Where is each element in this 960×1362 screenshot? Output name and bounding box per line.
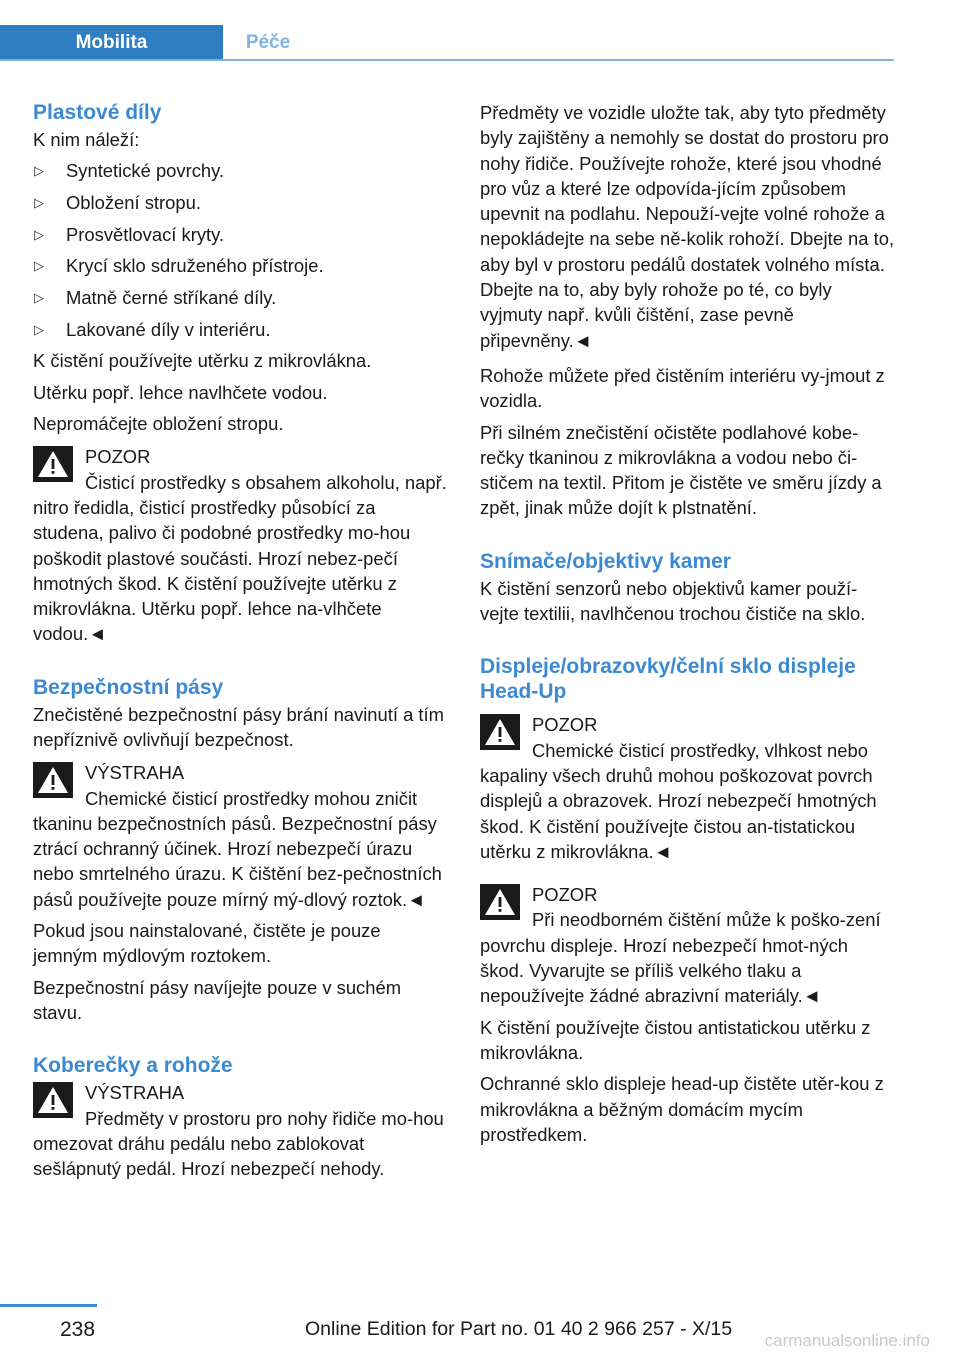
watermark: carmanualsonline.info [764, 1331, 930, 1350]
list-item-text: Obložení stropu. [66, 191, 201, 213]
tab-mobilita[interactable]: Mobilita [0, 25, 223, 59]
heading-bezpecnostni-pasy: Bezpečnostní pásy [33, 675, 224, 699]
warning-notice [480, 882, 895, 1008]
paragraph: K čistění používejte utěrku z mikrovlákna. [33, 350, 372, 372]
paragraph: K čistění používejte čistou antistatickou utěrku z mikrovlákna. [480, 1016, 871, 1063]
list-item [33, 158, 448, 183]
warning-notice [33, 444, 448, 646]
warning-text: Chemické čisticí prostředky, vlhkost nebo kapaliny všech druhů mohou poškozovat povrch displejů a obrazovek. Hrozí nebezpečí hmotných škod. K čistění používejte čistou an-tistatickou utěrku z mikrovlákna.◄ [480, 739, 877, 862]
paragraph: Ochranné sklo displeje head-up čistěte utěr-kou z mikrovlákna a běžným domácím mycím prostředkem. [480, 1073, 884, 1145]
paragraph: Utěrku popř. lehce navlhčete vodou. [33, 381, 328, 403]
heading-displeje: Displeje/obrazovky/čelní sklo displeje Head-Up [480, 655, 856, 704]
warning-text: Chemické čisticí prostředky mohou zničit tkaninu bezpečnostních pásů. Bezpečnostní pásy ztrácí ochranný účinek. Hrozí nebezpečí úrazu nebo smrtelného úrazu. K čištění bez-pečnostních pásů používejte pouze mírný mý-dlový roztok.◄ [33, 787, 442, 910]
bullet-triangle-icon: ▷ [34, 194, 44, 210]
edition-info: Online Edition for Part no. 01 40 2 966 257 - X/15 [305, 1318, 733, 1340]
bullet-triangle-icon: ▷ [34, 163, 44, 179]
section-tabs [0, 25, 894, 62]
paragraph: K čistění senzorů nebo objektivů kamer použí-vejte textilii, navlhčenou trochou čističe na sklo. [480, 577, 866, 625]
bullet-triangle-icon: ▷ [34, 226, 44, 242]
list-item-text: Lakované díly v interiéru. [66, 318, 271, 340]
warning-triangle-icon [33, 762, 73, 798]
warning-title: VÝSTRAHA [85, 762, 185, 784]
paragraph: K nim náleží: [33, 129, 140, 150]
bullet-list [33, 158, 448, 342]
warning-text: Předměty v prostoru pro nohy řidiče mo-hou omezovat dráhu pedálu nebo zablokovat sešlápnutý pedál. Hrozí nebezpečí nehody. [33, 1107, 444, 1180]
warning-text: Při neodborném čištění může k poško-zení povrchu displeje. Hrozí nebezpečí hmot-ných škod. Vyvarujte se příliš velkého tlaku a nepoužívejte žádné abrazivní materiály.◄ [480, 909, 881, 1007]
warning-notice [33, 760, 448, 912]
footer-accent-line [0, 1304, 97, 1307]
heading-koberecky-a-rohoze: Koberečky a rohože [33, 1054, 233, 1078]
bullet-triangle-icon: ▷ [34, 290, 44, 306]
warning-triangle-icon [33, 446, 73, 482]
paragraph: Nepromáčejte obložení stropu. [33, 413, 284, 435]
warning-title: POZOR [532, 714, 598, 736]
list-item [33, 253, 448, 278]
list-item-text: Krycí sklo sdruženého přístroje. [66, 255, 324, 277]
bullet-triangle-icon: ▷ [34, 258, 44, 274]
tab-pece[interactable]: Péče [245, 32, 291, 53]
paragraph: Znečistěné bezpečnostní pásy brání navinutí a tím nepříznivě ovlivňují bezpečnost. [33, 703, 444, 750]
paragraph: Pokud jsou nainstalované, čistěte je pouze jemným mýdlovým roztokem. [33, 920, 381, 967]
list-item [33, 222, 448, 247]
bullet-triangle-icon: ▷ [34, 321, 44, 337]
list-item-text: Prosvětlovací kryty. [66, 223, 225, 245]
warning-text: Čisticí prostředky s obsahem alkoholu, např. nitro ředidla, čisticí prostředky působící za studena, palivo či podobné prostředky mo-hou poškodit plastové součásti. Hrozí nebez-pečí hmotných škod. K čistění používejte utěrku z mikrovlákna. Utěrku popř. lehce na-vlhčete vodou.◄ [33, 471, 447, 645]
page-number: 238 [60, 1318, 96, 1341]
heading-plastove-dily: Plastové díly [33, 101, 162, 124]
warning-title: POZOR [532, 884, 598, 906]
warning-triangle-icon [480, 884, 520, 920]
paragraph: Rohože můžete před čistěním interiéru vy-jmout z vozidla. [480, 364, 885, 412]
tab-underline [0, 59, 894, 61]
list-item [33, 317, 448, 342]
list-item-text: Matně černé stříkané díly. [66, 287, 277, 309]
paragraph: Bezpečnostní pásy navíjejte pouze v suchém stavu. [33, 976, 402, 1023]
paragraph: Při silném znečistění očistěte podlahové kobe-rečky tkaninou z mikrovlákna a vodou nebo či-stičem na textil. Přitom je čistěte ve směru jízdy a zpět, jinak může dojít k plstnatění. [480, 421, 882, 519]
warning-title: VÝSTRAHA [85, 1082, 185, 1104]
heading-snimace-objektivy: Snímače/objektivy kamer [480, 549, 731, 573]
list-item [33, 190, 448, 215]
list-item-text: Syntetické povrchy. [66, 160, 225, 182]
left-column [33, 100, 448, 1187]
paragraph: Předměty ve vozidle uložte tak, aby tyto předměty byly zajištěny a nemohly se dostat do prostoru pro nohy řidiče. Používejte rohože, které jsou vhodné pro vůz a které lze odpovída-jícím způsobem upevnit na podlahu. Nepouží-vejte volné rohože a nepokládejte na sebe ně-kolik rohoží. Dbejte na to, aby byl v prostoru pedálů dostatek volného místa. Dbejte na to, aby byly rohože po té, co byly vyjmuty např. kvůli čištění, zase pevně připevněny.◄ [480, 102, 895, 351]
warning-notice [33, 1080, 448, 1181]
right-column [480, 100, 895, 1153]
warning-triangle-icon [33, 1082, 73, 1118]
list-item [33, 285, 448, 310]
warning-triangle-icon [480, 714, 520, 750]
warning-notice [480, 712, 895, 864]
warning-title: POZOR [85, 446, 151, 468]
